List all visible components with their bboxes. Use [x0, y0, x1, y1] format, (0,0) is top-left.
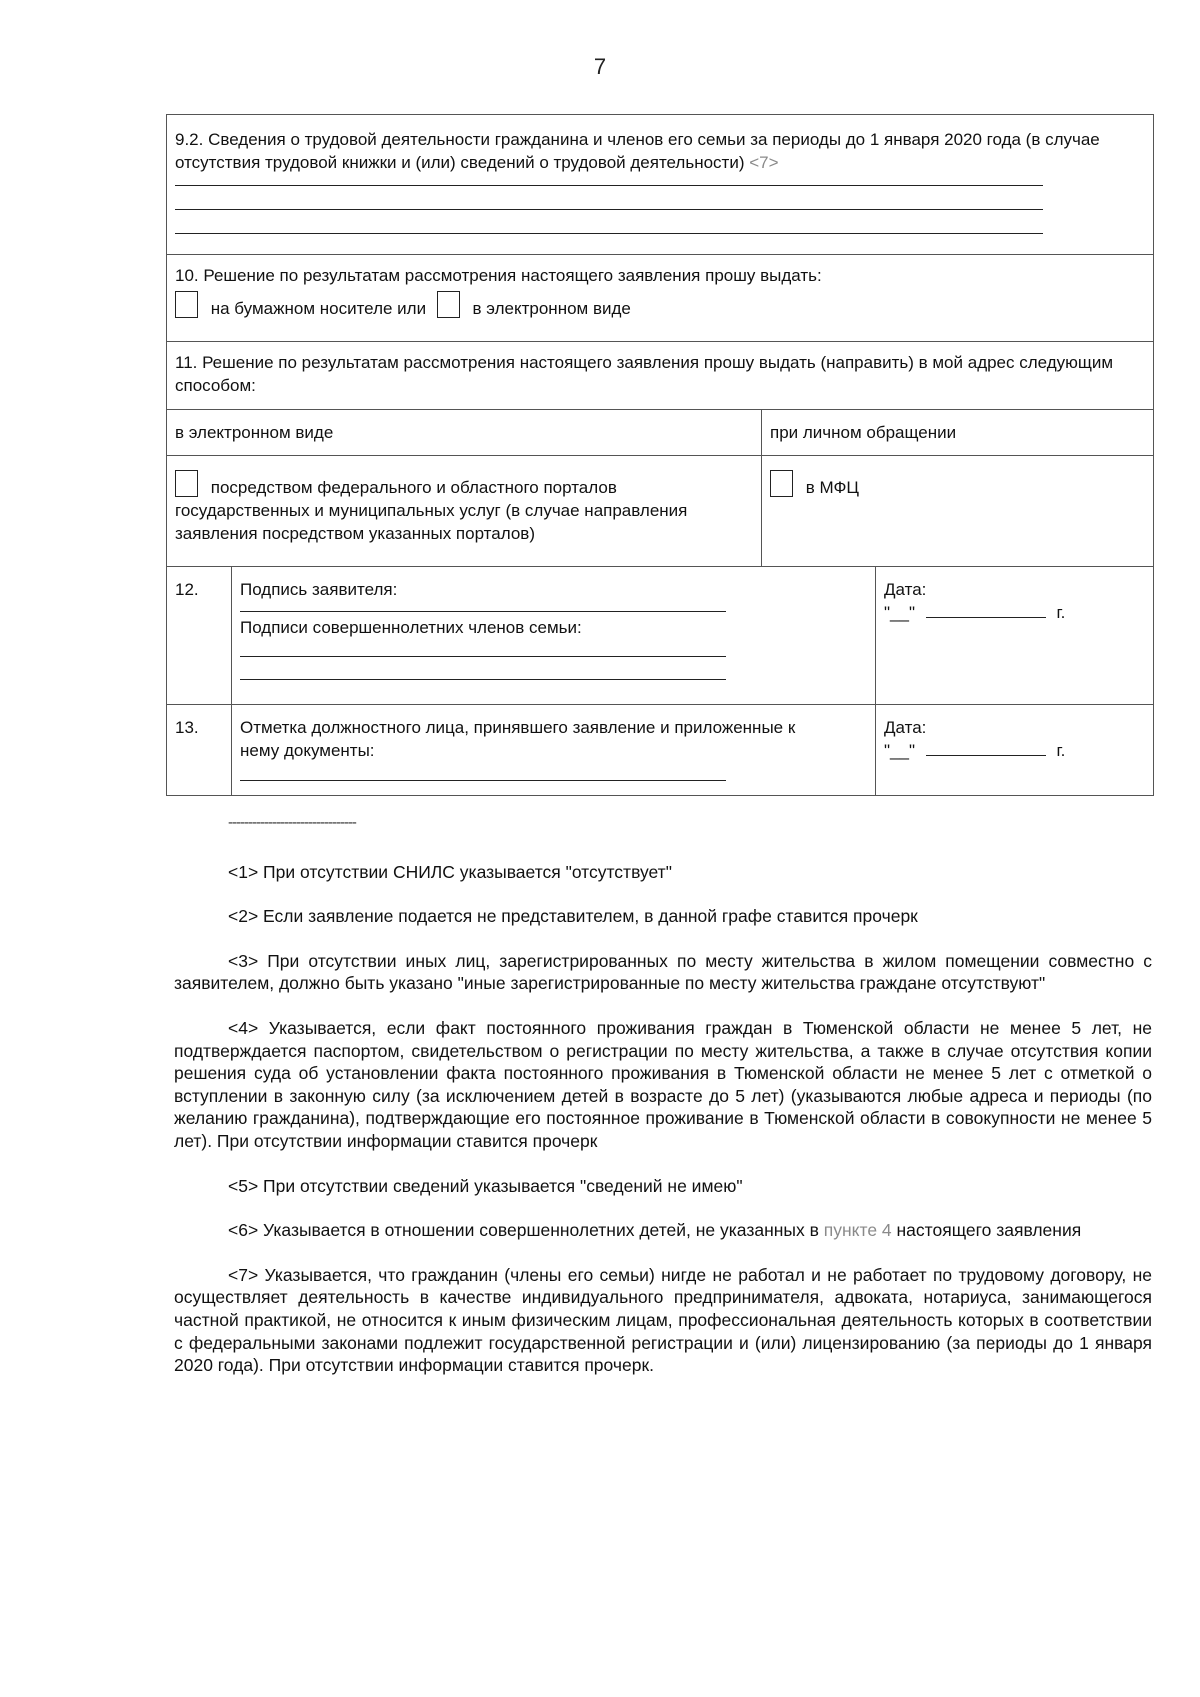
section-12-signatures	[231, 567, 875, 704]
section-13-date-field	[884, 739, 1145, 762]
footnote-6-text-before: <6> Указывается в отношении совершеннолетних детей, не указанных в	[228, 1220, 824, 1241]
section-10-title: 10. Решение по результатам рассмотрения настоящего заявления прошу выдать:	[175, 266, 822, 285]
section-12	[167, 566, 1153, 704]
section-12-date-day[interactable]: "__"	[884, 603, 915, 622]
mfc-option-label: в МФЦ	[805, 478, 859, 497]
application-form-table	[166, 114, 1154, 796]
footnote-6-link-item-4[interactable]: пункте 4	[823, 1220, 892, 1241]
footnote-4: <4> Указывается, если факт постоянного проживания граждан в Тюменской области не менее 5 лет, не подтверждается паспортом, свидетельством о регистрации по месту жительства, а также в случае отсутствия копии решения суда об установлении факта постоянного проживания в Тюменской области не менее 5 лет с отметкой о вступлении в законную силу (за исключением детей в возрасте до 5 лет) (указываются любые адреса и периоды (по желанию гражданина), подтверждающие его постоянное проживание в Тюменской области в совокупности не менее 5 лет). При отсутствии информации ставится прочерк	[174, 1017, 1152, 1151]
electronic-column-header: в электронном виде	[175, 423, 334, 442]
section-13-date-suffix: г.	[1056, 741, 1066, 760]
portal-checkbox[interactable]	[175, 470, 198, 497]
section-11-options	[167, 455, 1153, 566]
footnote-3: <3> При отсутствии иных лиц, зарегистрированных по месту жительства в жилом помещении совместно с заявителем, должно быть указано "иные зарегистрированные по месту жительства граждане отсутствуют"	[174, 950, 1152, 994]
family-signature-line-1[interactable]	[240, 656, 726, 657]
applicant-signature-label: Подпись заявителя:	[240, 580, 398, 599]
footnote-5: <5> При отсутствии сведений указывается "сведений не имею"	[228, 1175, 743, 1196]
section-13-date-day[interactable]: "__"	[884, 741, 915, 760]
section-13-date	[875, 705, 1153, 795]
footnote-6	[174, 1219, 1152, 1242]
mfc-checkbox[interactable]	[770, 470, 793, 497]
section-13-label: Отметка должностного лица, принявшего заявление и приложенные к нему документы:	[240, 718, 796, 760]
portal-option-label: посредством федерального и областного порталов государственных и муниципальных услуг (в случае направления заявления посредством указанных порталов)	[175, 478, 688, 543]
section-9-2-text: 9.2. Сведения о трудовой деятельности гражданина и членов его семьи за периоды до 1 января 2020 года (в случае отсутствия трудовой книжки и (или) сведений о трудовой деятельности)	[175, 130, 1100, 172]
section-12-date-line[interactable]	[926, 603, 1046, 618]
personal-column-header: при личном обращении	[770, 423, 957, 442]
section-11-columns-header	[167, 409, 1153, 455]
employment-line-3[interactable]	[175, 233, 1043, 234]
footnote-separator: --------------------------------	[228, 814, 356, 831]
official-signature-line[interactable]	[240, 780, 726, 781]
section-13	[167, 704, 1153, 795]
section-10	[167, 254, 1153, 341]
section-12-date-suffix: г.	[1056, 603, 1066, 622]
footnote-6-text-after: настоящего заявления	[891, 1220, 1082, 1241]
section-13-number: 13.	[175, 718, 199, 737]
applicant-signature-line[interactable]	[240, 611, 726, 612]
section-12-date-label: Дата:	[884, 580, 927, 599]
section-13-date-label: Дата:	[884, 718, 927, 737]
employment-line-1[interactable]	[175, 185, 1043, 186]
employment-line-2[interactable]	[175, 209, 1043, 210]
footnote-1: <1> При отсутствии СНИЛС указывается "отсутствует"	[228, 861, 672, 882]
section-13-date-line[interactable]	[926, 741, 1046, 756]
electronic-option-label: в электронном виде	[472, 299, 631, 318]
section-11-title: 11. Решение по результатам рассмотрения настоящего заявления прошу выдать (направить) в мой адрес следующим способом:	[175, 353, 1114, 395]
footnote-7: <7> Указывается, что гражданин (члены его семьи) нигде не работал и не работает по трудовому договору, не осуществляет деятельность в качестве индивидуального предпринимателя, адвоката, нотариуса, занимающегося частной практикой, не относится к иным физическим лицам, профессиональная деятельность которых в соответствии с федеральными законами подлежит государственной регистрации и (или) лицензированию (за периоды до 1 января 2020 года). При отсутствии информации ставится прочерк.	[174, 1264, 1152, 1376]
family-signature-line-2[interactable]	[240, 679, 726, 680]
section-12-number: 12.	[175, 580, 199, 599]
footnote-ref-7[interactable]: <7>	[749, 153, 779, 172]
footnotes	[174, 812, 1152, 1399]
paper-checkbox[interactable]	[175, 291, 198, 318]
section-12-date-field	[884, 601, 1145, 624]
employment-lines	[175, 185, 1043, 234]
section-13-mark	[231, 705, 875, 795]
section-10-options	[175, 291, 1145, 320]
section-11	[167, 341, 1153, 409]
section-12-date	[875, 567, 1153, 704]
family-signatures-label: Подписи совершеннолетних членов семьи:	[240, 618, 582, 637]
footnote-2: <2> Если заявление подается не представителем, в данной графе ставится прочерк	[228, 906, 918, 927]
page-number: 7	[593, 54, 607, 79]
section-9-2	[167, 115, 1153, 254]
paper-option-label: на бумажном носителе или	[210, 299, 427, 318]
electronic-checkbox[interactable]	[437, 291, 460, 318]
